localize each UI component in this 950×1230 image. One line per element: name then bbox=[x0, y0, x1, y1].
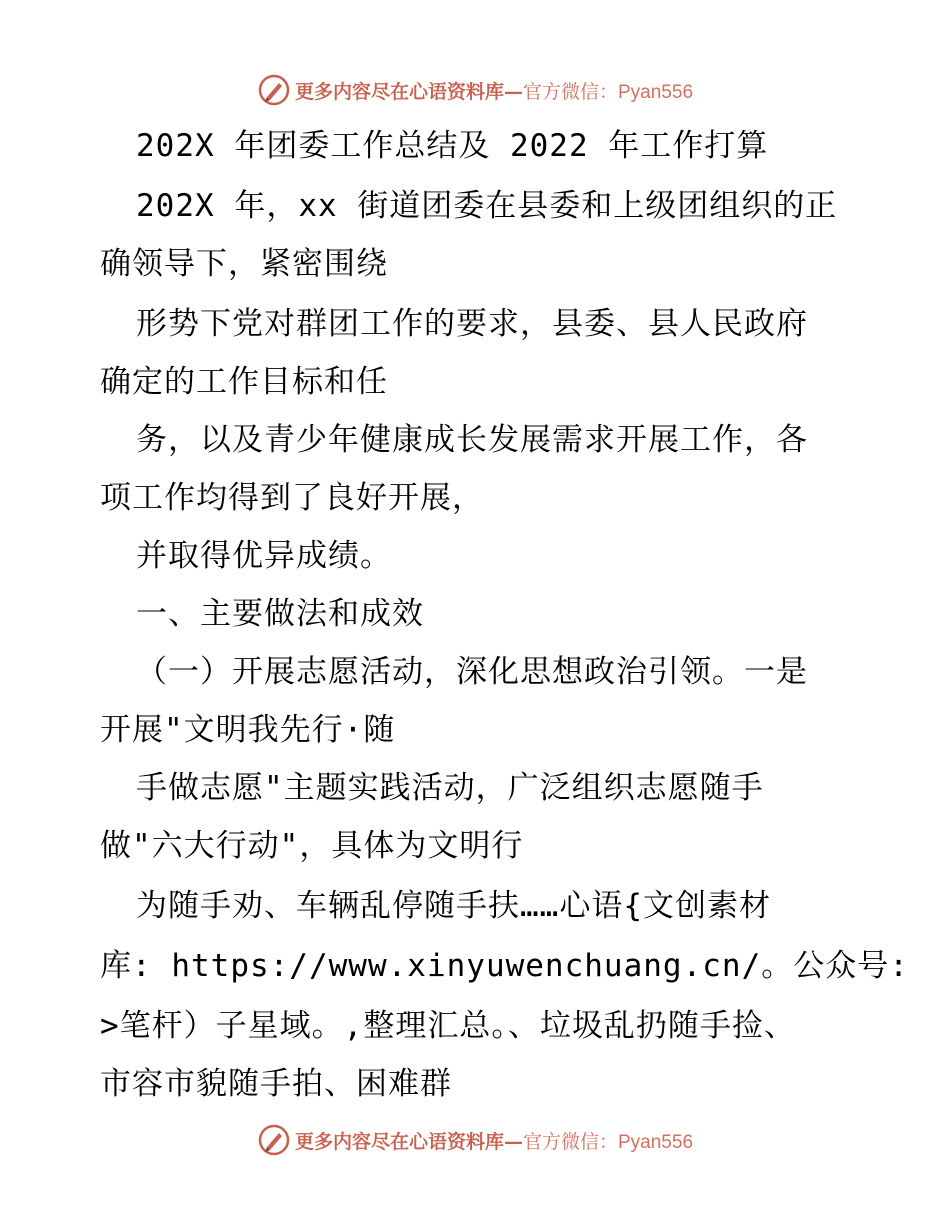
paragraph-line: 确定的工作目标和任 bbox=[100, 364, 388, 400]
paragraph-line: 项工作均得到了良好开展， bbox=[100, 480, 484, 516]
paragraph-line: 确领导下，紧密围绕 bbox=[100, 246, 388, 282]
section-heading: 一、主要做法和成效 bbox=[136, 596, 424, 632]
paragraph-line: 市容市貌随手拍、困难群 bbox=[100, 1066, 452, 1102]
paragraph-line: 形势下党对群团工作的要求，县委、县人民政府 bbox=[136, 306, 808, 342]
paragraph-line: 开展"文明我先行·随 bbox=[100, 712, 396, 748]
paragraph-line: >笔杆）子星域。,整理汇总。、垃圾乱扔随手捡、 bbox=[100, 1008, 796, 1044]
footer-watermark-banner bbox=[0, 1120, 950, 1160]
paragraph-line: 202X 年，xx 街道团委在县委和上级团组织的正 bbox=[136, 188, 838, 224]
subsection-heading: （一）开展志愿活动，深化思想政治引领。一是 bbox=[136, 654, 808, 690]
paragraph-line: 手做志愿"主题实践活动，广泛组织志愿随手 bbox=[136, 770, 764, 806]
paragraph-line: 做"六大行动"，具体为文明行 bbox=[100, 828, 524, 864]
watermark-text: 更多内容尽在心语资料库—官方微信：Pyan556 bbox=[294, 1130, 694, 1153]
watermark-text: 更多内容尽在心语资料库—官方微信：Pyan556 bbox=[294, 80, 694, 103]
document-title: 202X 年团委工作总结及 2022 年工作打算 bbox=[136, 128, 769, 164]
paragraph-line: 为随手劝、车辆乱停随手扶……心语{文创素材 bbox=[136, 888, 771, 924]
paragraph-line: 并取得优异成绩。 bbox=[136, 538, 392, 574]
paragraph-line: 库: https://www.xinyuwenchuang.cn/。公众号: bbox=[100, 948, 909, 984]
paragraph-line: 务，以及青少年健康成长发展需求开展工作，各 bbox=[136, 422, 808, 458]
pen-logo-icon bbox=[257, 73, 291, 107]
pen-logo-icon bbox=[257, 1123, 291, 1157]
header-watermark-banner bbox=[0, 70, 950, 110]
